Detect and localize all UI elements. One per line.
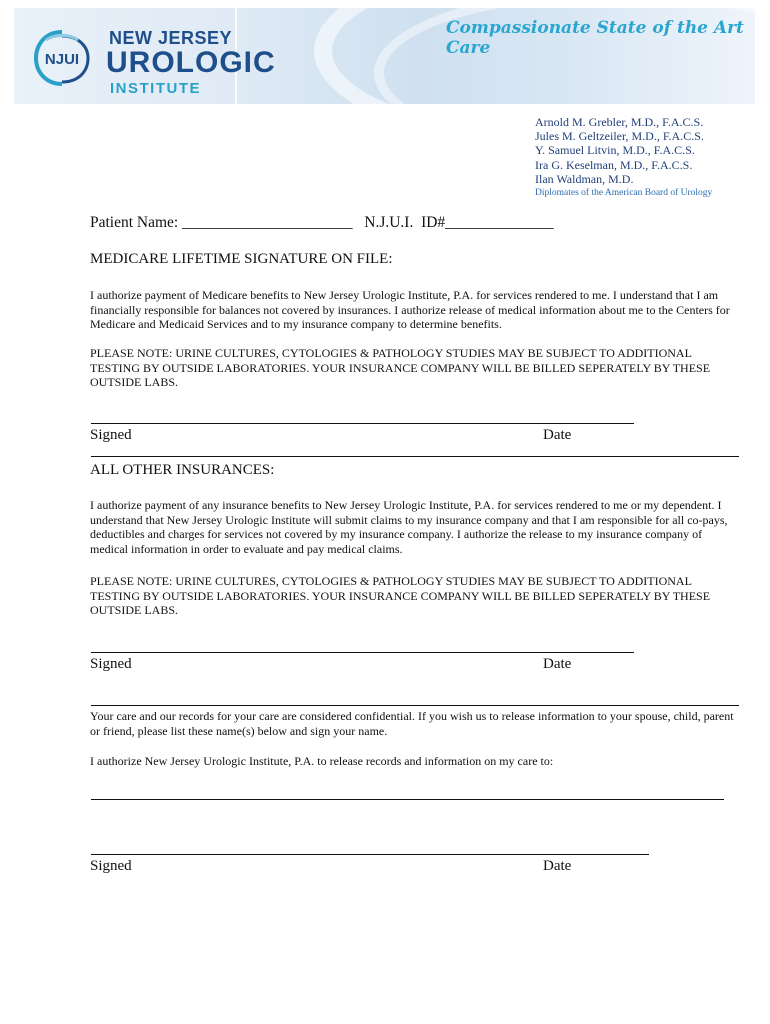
release-date-label: Date xyxy=(543,858,572,874)
section-divider xyxy=(91,705,739,706)
logo-line-institute: INSTITUTE xyxy=(110,80,201,97)
logo-line-urologic: UROLOGIC xyxy=(106,46,276,79)
medicare-signature-line[interactable] xyxy=(91,423,634,424)
medicare-lab-note: PLEASE NOTE: URINE CULTURES, CYTOLOGIES & PATHOLOGY STUDIES MAY BE SUBJECT TO ADDITIONAL TESTING BY OUTSIDE LABORATORIES. YOUR INSURANCE COMPANY WILL BE BILLED SEPERATELY BY THESE OUTSIDE LABS. xyxy=(90,346,711,389)
patient-name-field[interactable]: Patient Name: ______________________ xyxy=(90,214,353,231)
medicare-authorization-text: I authorize payment of Medicare benefits to New Jersey Urologic Institute, P.A. for services rendered to me. I understand that I am financially responsible for balances not covered by insurances. I authorize release of medical information about me to the Centers for Medicare and Medicaid Services and to my insurance company to determine benefits. xyxy=(90,288,730,331)
diplomates-note: Diplomates of the American Board of Urology xyxy=(535,188,713,199)
tagline: Compassionate State of the Art Care xyxy=(446,18,744,58)
svg-text:NJUI: NJUI xyxy=(44,51,80,68)
patient-info-line xyxy=(90,214,554,232)
physician-name: Ilan Waldman, M.D. xyxy=(535,171,634,186)
logo-line-new-jersey: NEW JERSEY xyxy=(109,28,233,48)
medicare-heading: MEDICARE LIFETIME SIGNATURE ON FILE: xyxy=(90,251,393,267)
physician-name: Y. Samuel Litvin, M.D., F.A.C.S. xyxy=(535,143,695,158)
section-divider xyxy=(91,456,739,457)
physician-name: Jules M. Geltzeiler, M.D., F.A.C.S. xyxy=(535,129,704,144)
physician-name: Ira G. Keselman, M.D., F.A.C.S. xyxy=(535,157,693,172)
confidentiality-text: Your care and our records for your care are considered confidential. If you wish us to release information to your spouse, child, parent or friend, please list these name(s) below and sign your name. xyxy=(90,709,734,738)
other-insurances-heading: ALL OTHER INSURANCES: xyxy=(90,462,275,478)
letterhead-banner xyxy=(14,8,755,104)
njui-id-field[interactable]: N.J.U.I. ID#______________ xyxy=(364,214,554,231)
release-signed-label: Signed xyxy=(90,858,132,874)
release-signature-line[interactable] xyxy=(91,854,649,855)
other-signature-line[interactable] xyxy=(91,652,634,653)
medicare-date-label: Date xyxy=(543,427,572,443)
other-signed-label: Signed xyxy=(90,656,132,672)
other-date-label: Date xyxy=(543,656,572,672)
other-authorization-text: I authorize payment of any insurance benefits to New Jersey Urologic Institute, P.A. for services rendered to me or my dependent. I understand that New Jersey Urologic Institute will submit claims to my insurance company and that I am responsible for all co-pays, deductibles and charges for services not covered by my insurance company. I authorize the release to my insurance company of medical information in order to evaluate and pay medical claims. xyxy=(90,498,728,556)
other-lab-note: PLEASE NOTE: URINE CULTURES, CYTOLOGIES & PATHOLOGY STUDIES MAY BE SUBJECT TO ADDITIONAL TESTING BY OUTSIDE LABORATORIES. YOUR INSURANCE COMPANY WILL BE BILLED SEPERATELY BY THESE OUTSIDE LABS. xyxy=(90,574,711,617)
physician-name: Arnold M. Grebler, M.D., F.A.C.S. xyxy=(535,115,704,129)
release-authorization-text: I authorize New Jersey Urologic Institute, P.A. to release records and information on my care to: xyxy=(90,754,554,768)
release-recipients-line[interactable] xyxy=(91,799,724,800)
njui-logo-icon xyxy=(32,28,92,88)
medicare-signed-label: Signed xyxy=(90,427,132,443)
physician-list xyxy=(535,115,712,200)
